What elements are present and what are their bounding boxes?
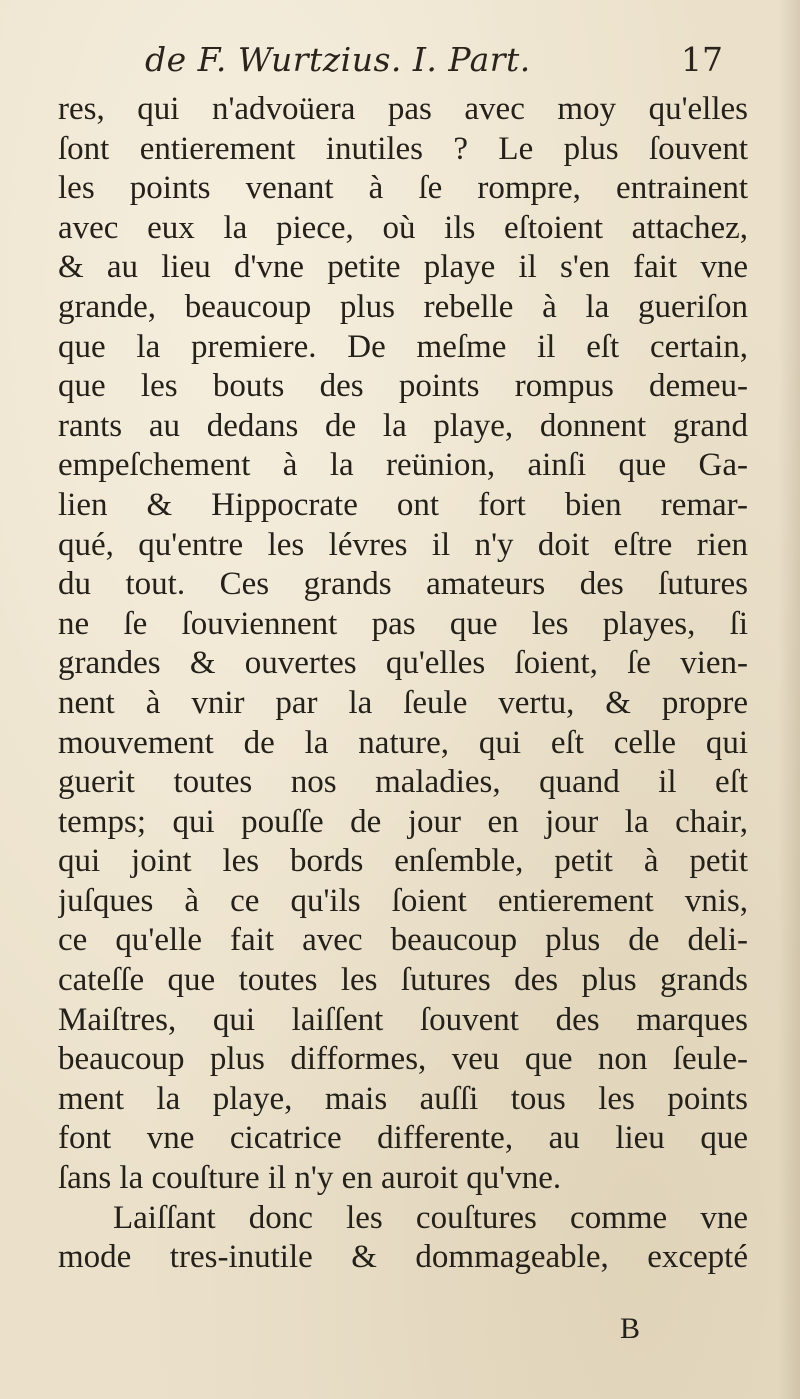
text-line: nent à vnir par la ſeule vertu, & propre bbox=[58, 684, 748, 721]
text-line: les points venant à ſe rompre, entrainent bbox=[58, 170, 748, 207]
page-header bbox=[145, 40, 745, 90]
text-line: ment la playe, mais auſſi tous les points bbox=[58, 1080, 748, 1117]
text-line: lien & Hippocrate ont fort bien remar- bbox=[58, 486, 748, 523]
text-line: qui joint les bords enſemble, petit à petit bbox=[58, 843, 748, 880]
page-edge-shadow bbox=[778, 0, 800, 1399]
text-line: mouvement de la nature, qui eſt celle qui bbox=[58, 724, 748, 761]
page-number: 17 bbox=[681, 40, 723, 79]
text-line: que les bouts des points rompus demeu- bbox=[58, 368, 748, 405]
text-line: guerit toutes nos maladies, quand il eſt bbox=[58, 764, 748, 801]
text-line: Laiſſant donc les couſtures comme vne bbox=[113, 1199, 748, 1236]
text-line: avec eux la piece, où ils eſtoient attachez, bbox=[58, 209, 748, 246]
text-line: grande, beaucoup plus rebelle à la gueriſon bbox=[58, 288, 748, 325]
text-line: cateſſe que toutes les ſutures des plus grands bbox=[58, 962, 748, 999]
text-line: ne ſe ſouviennent pas que les playes, ſi bbox=[58, 605, 748, 642]
text-line: ſans la couſture il n'y en auroit qu'vne. bbox=[58, 1160, 562, 1197]
text-line: grandes & ouvertes qu'elles ſoient, ſe vien- bbox=[58, 645, 748, 682]
text-line: mode tres-inutile & dommageable, excepté bbox=[58, 1239, 748, 1276]
text-line: Maiſtres, qui laiſſent ſouvent des marques bbox=[58, 1001, 748, 1038]
text-line: & au lieu d'vne petite playe il s'en fait vne bbox=[58, 249, 748, 286]
running-title: de F. Wurtzius. I. Part. bbox=[145, 40, 531, 79]
text-line: beaucoup plus difformes, veu que non ſeule- bbox=[58, 1041, 748, 1078]
text-line: que la premiere. De meſme il eſt certain, bbox=[58, 328, 748, 365]
text-line: res, qui n'advoüera pas avec moy qu'elles bbox=[58, 91, 748, 127]
body-text bbox=[58, 90, 748, 1278]
text-line: du tout. Ces grands amateurs des ſutures bbox=[58, 566, 748, 603]
text-line: ſont entierement inutiles ? Le plus ſouvent bbox=[58, 130, 748, 167]
text-line: empeſchement à la reünion, ainſi que Ga- bbox=[58, 447, 748, 484]
text-line: ce qu'elle fait avec beaucoup plus de deli- bbox=[58, 922, 748, 959]
text-line: temps; qui pouſſe de jour en jour la chair, bbox=[58, 803, 748, 840]
text-line: rants au dedans de la playe, donnent grand bbox=[58, 407, 748, 444]
text-line: font vne cicatrice differente, au lieu que bbox=[58, 1120, 748, 1157]
text-line: qué, qu'entre les lévres il n'y doit eſtre rien bbox=[58, 526, 748, 563]
text-line: juſques à ce qu'ils ſoient entierement vnis, bbox=[58, 882, 748, 919]
signature-mark: B bbox=[620, 1312, 641, 1345]
